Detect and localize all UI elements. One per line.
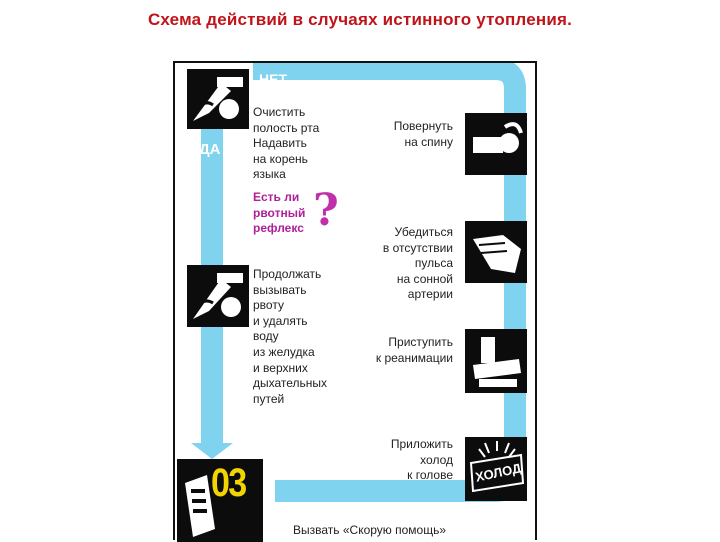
turn-on-back-step: Повернуть на спину xyxy=(393,119,453,149)
cold-compress-illustration xyxy=(465,437,527,501)
ambulance-phone-illustration xyxy=(177,459,263,542)
left-arrowhead xyxy=(191,443,233,459)
clean-mouth-step: Очистить полость рта Надавить на корень языка xyxy=(253,105,320,182)
no-label: НЕТ xyxy=(259,71,287,87)
clear-mouth-illustration xyxy=(187,69,249,129)
start-resuscitation-step: Приступить к реанимации xyxy=(375,335,453,365)
drowning-action-diagram xyxy=(173,61,537,540)
check-pulse-step: Убедиться в отсутствии пульса на сонной артерии xyxy=(382,225,453,302)
page-title: Схема действий в случаях истинного утопления. xyxy=(147,10,573,29)
continue-vomiting-step: Продолжать вызывать рвоту и удалять воду из желудка и верхних дыхательных путей xyxy=(253,267,328,406)
resuscitation-illustration xyxy=(465,329,527,393)
induce-vomiting-illustration xyxy=(187,265,249,327)
phone-number: 03 xyxy=(211,461,246,505)
call-ambulance-step: Вызвать «Скорую помощь» xyxy=(293,523,447,537)
apply-cold-step: Приложить холод к голове xyxy=(390,437,453,483)
cold-tile-text: ХОЛОД xyxy=(473,460,523,485)
turn-on-back-illustration xyxy=(465,113,527,175)
question-mark: ? xyxy=(313,185,339,236)
yes-label: ДА xyxy=(199,141,221,158)
check-pulse-illustration xyxy=(465,221,527,283)
gag-reflex-question: Есть ли рвотный рефлекс xyxy=(253,190,306,236)
